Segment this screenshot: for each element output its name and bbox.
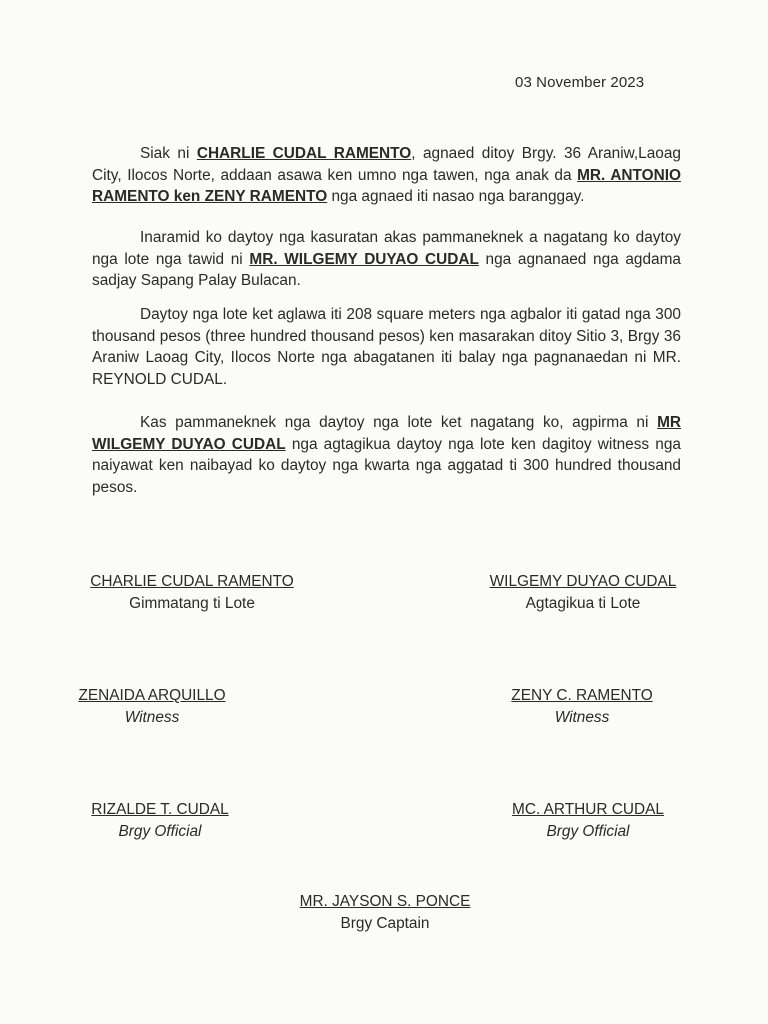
paragraph-1 (92, 143, 681, 208)
paragraph-4-text: nga agtagikua daytoy nga lote ken dagitoy witness nga naiyawat ken naibayad ko daytoy nga kwarta nga aggatad ti 300 hundred thousand pesos. (92, 435, 681, 496)
signature-block-captain (285, 893, 485, 933)
paragraph-1-text: nga agnaed iti nasao nga baranggay. (327, 188, 585, 205)
signatory-name: WILGEMY DUYAO CUDAL (489, 573, 677, 590)
paragraph-1-text: Siak ni (140, 145, 197, 162)
signatory-name: ZENAIDA ARQUILLO (78, 687, 226, 704)
paragraph-2 (92, 227, 681, 292)
signatory-role: Brgy Official (546, 823, 630, 840)
signature-block-official-1 (60, 801, 260, 841)
paragraph-3 (92, 304, 681, 390)
signature-block-witness-1 (52, 687, 252, 727)
paragraph-4 (92, 412, 681, 498)
document-date: 03 November 2023 (515, 74, 645, 91)
signatory-name: MC. ARTHUR CUDAL (512, 801, 664, 818)
signature-block-official-2 (488, 801, 688, 841)
signatory-name: MR. JAYSON S. PONCE (299, 893, 471, 910)
paragraph-4-text: Kas pammaneknek nga daytoy nga lote ket nagatang ko, agpirma ni (140, 414, 658, 431)
signatory-role: Brgy Captain (340, 915, 430, 932)
signatory-name: ZENY C. RAMENTO (511, 687, 653, 704)
buyer-name-bold: CHARLIE CUDAL RAMENTO (196, 145, 412, 162)
signatory-role: Witness (554, 709, 610, 726)
owner-name-bold: MR. WILGEMY DUYAO CUDAL (249, 250, 479, 268)
owner-name-bold: MR WILGEMY DUYAO CUDAL (92, 414, 681, 453)
paragraph-2-text: Inaramid ko daytoy nga kasuratan akas pammaneknek a nagatang ko daytoy nga lote nga tawid ni (92, 229, 681, 268)
signatory-name: CHARLIE CUDAL RAMENTO (90, 573, 294, 590)
signatory-role: Brgy Official (118, 823, 202, 840)
signature-block-owner (463, 573, 703, 613)
signatory-name: RIZALDE T. CUDAL (91, 801, 229, 818)
signatory-role: Gimmatang ti Lote (129, 595, 255, 612)
signatory-role: Witness (124, 709, 180, 726)
signature-block-buyer (72, 573, 312, 613)
signature-block-witness-2 (482, 687, 682, 727)
paragraph-2-text: nga agnanaed nga agdama sadjay Sapang Palay Bulacan. (92, 250, 681, 289)
paragraph-3-text: Daytoy nga lote ket aglawa iti 208 square meters nga agbalor iti gatad nga 300 thousand pesos (three hundred thousand pesos) ken masarakan ditoy Sitio 3, Brgy 36 Araniw Laoag City, Ilocos Norte nga abagatanen iti balay nga pagnanaedan ni MR. REYNOLD CUDAL. (92, 306, 681, 388)
signatory-role: Agtagikua ti Lote (525, 595, 641, 612)
paragraph-1-text: , agnaed ditoy Brgy. 36 Araniw,Laoag City, Ilocos Norte, addaan asawa ken umno nga tawen, nga anak da (92, 145, 681, 184)
parents-name-bold: MR. ANTONIO RAMENTO ken ZENY RAMENTO (92, 166, 682, 205)
